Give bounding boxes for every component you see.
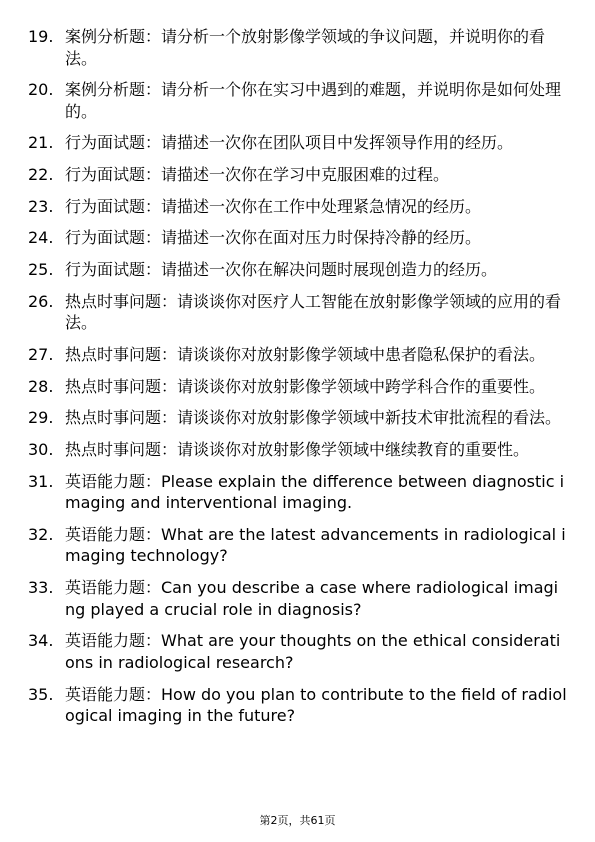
question-text: 行为面试题：请描述一次你在面对压力时保持冷静的经历。 bbox=[65, 228, 482, 248]
question-item-30 bbox=[28, 439, 568, 461]
question-item-19 bbox=[28, 26, 568, 69]
question-number: 19. bbox=[28, 27, 54, 46]
question-number: 26. bbox=[28, 291, 54, 311]
question-text: 热点时事问题：请谈谈你对放射影像学领域中新技术审批流程的看法。 bbox=[65, 408, 562, 428]
question-number: 23. bbox=[28, 196, 54, 216]
question-item-34 bbox=[28, 630, 568, 673]
question-number: 22. bbox=[28, 165, 54, 185]
question-list bbox=[28, 26, 568, 737]
question-text: 热点时事问题：请谈谈你对放射影像学领域中跨学科合作的重要性。 bbox=[65, 376, 546, 396]
question-text: 英语能力题：How do you plan to contribute to the field of radiological imaging in the future? bbox=[65, 684, 567, 725]
question-number: 35. bbox=[28, 684, 54, 704]
question-item-29 bbox=[28, 407, 568, 429]
question-item-23 bbox=[28, 196, 568, 218]
question-text: 英语能力题：What are the latest advancements in radiological imaging technology? bbox=[65, 524, 566, 566]
question-text: 热点时事问题：请谈谈你对医疗人工智能在放射影像学领域的应用的看法。 bbox=[65, 291, 562, 333]
question-text: 行为面试题：请描述一次你在工作中处理紧急情况的经历。 bbox=[65, 196, 482, 216]
question-text: 英语能力题：What are your thoughts on the ethical considerations in radiological research? bbox=[65, 631, 561, 672]
question-item-31 bbox=[28, 471, 568, 514]
question-number: 34. bbox=[28, 631, 54, 651]
question-item-25 bbox=[28, 259, 568, 281]
question-text: 案例分析题：请分析一个你在实习中遇到的难题，并说明你是如何处理的。 bbox=[65, 80, 562, 121]
question-number: 20. bbox=[28, 80, 54, 100]
question-item-22 bbox=[28, 164, 568, 186]
question-text: 行为面试题：请描述一次你在解决问题时展现创造力的经历。 bbox=[65, 260, 498, 280]
question-number: 33. bbox=[28, 578, 54, 598]
question-item-21 bbox=[28, 132, 568, 154]
question-item-20 bbox=[28, 79, 568, 122]
question-number: 21. bbox=[28, 133, 54, 153]
question-number: 32. bbox=[28, 524, 54, 544]
question-item-26 bbox=[28, 291, 568, 334]
question-number: 30. bbox=[28, 440, 54, 460]
question-item-27 bbox=[28, 344, 568, 366]
question-number: 28. bbox=[28, 376, 54, 396]
question-number: 24. bbox=[28, 228, 54, 248]
question-item-28 bbox=[28, 376, 568, 398]
question-text: 热点时事问题：请谈谈你对放射影像学领域中继续教育的重要性。 bbox=[65, 440, 530, 460]
question-text: 行为面试题：请描述一次你在团队项目中发挥领导作用的经历。 bbox=[65, 133, 514, 153]
question-text: 英语能力题：Can you describe a case where radiological imaging played a crucial role in diagnosis? bbox=[65, 578, 559, 619]
question-text: 案例分析题：请分析一个放射影像学领域的争议问题，并说明你的看法。 bbox=[65, 27, 546, 68]
page-number: 第2页，共61页 bbox=[259, 814, 336, 827]
question-item-35 bbox=[28, 684, 568, 727]
question-text: 热点时事问题：请谈谈你对放射影像学领域中患者隐私保护的看法。 bbox=[65, 345, 546, 364]
question-text: 行为面试题：请描述一次你在学习中克服困难的过程。 bbox=[65, 165, 450, 185]
question-number: 31. bbox=[28, 471, 54, 491]
question-item-32 bbox=[28, 524, 568, 567]
question-item-24 bbox=[28, 227, 568, 249]
question-number: 25. bbox=[28, 260, 54, 280]
question-text: 英语能力题：Please explain the difference between diagnostic imaging and interventional imaging. bbox=[65, 471, 565, 513]
question-item-33 bbox=[28, 577, 568, 620]
question-number: 27. bbox=[28, 345, 54, 364]
question-number: 29. bbox=[28, 408, 54, 428]
